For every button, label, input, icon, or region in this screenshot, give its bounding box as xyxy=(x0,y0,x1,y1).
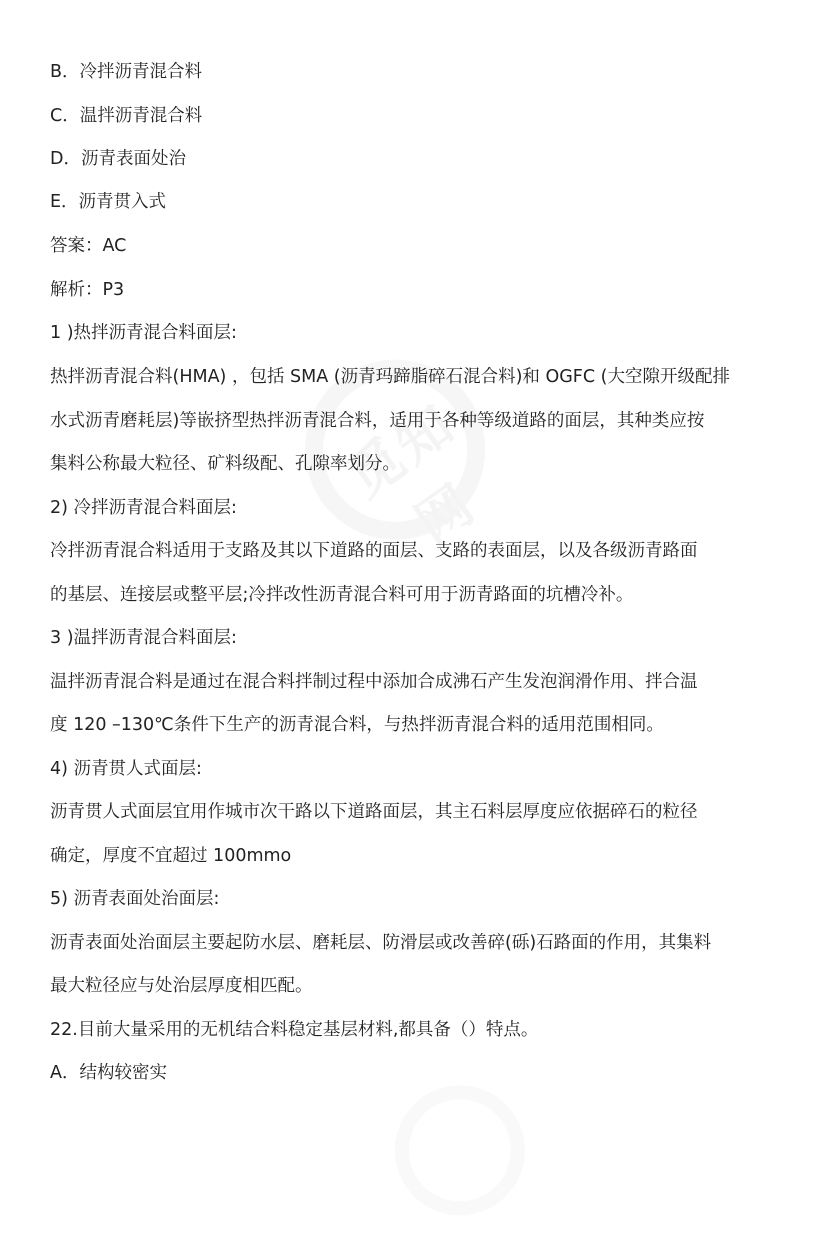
paragraph-5-line-2: 最大粒径应与处治层厚度相匹配。 xyxy=(50,976,313,996)
option-d: D．沥青表面处治 xyxy=(50,149,186,169)
watermark-logo-partial xyxy=(361,1060,539,1230)
section-heading-5: 5) 沥青表面处治面层: xyxy=(50,889,220,909)
paragraph-4-line-2: 确定，厚度不宜超过 100mmo xyxy=(50,846,292,866)
section-heading-4: 4) 沥青贯人式面层: xyxy=(50,759,202,779)
section-heading-1: 1 )热拌沥青混合料面层: xyxy=(50,323,237,343)
question-22: 22.目前大量采用的无机结合料稳定基层材料,都具备（）特点。 xyxy=(50,1020,539,1040)
watermark-ring xyxy=(270,324,521,575)
option-c: C．温拌沥青混合料 xyxy=(50,106,203,126)
paragraph-2-line-1: 冷拌沥青混合料适用于支路及其以下道路的面层、支路的表面层，以及各级沥青路面 xyxy=(50,541,698,561)
section-heading-3: 3 )温拌沥青混合料面层: xyxy=(50,628,237,648)
analysis-line: 解析：P3 xyxy=(50,280,125,300)
paragraph-3-line-2: 度 120 –130℃条件下生产的沥青混合料，与热拌沥青混合料的适用范围相同。 xyxy=(50,715,664,735)
option-b: B．冷拌沥青混合料 xyxy=(50,62,203,82)
paragraph-4-line-1: 沥青贯人式面层宜用作城市次干路以下道路面层，其主石料层厚度应依据碎石的粒径 xyxy=(50,802,698,822)
paragraph-1-line-1: 热拌沥青混合料(HMA) ，包括 SMA (沥青玛蹄脂碎石混合料)和 OGFC (大空隙开级配排 xyxy=(50,367,730,387)
paragraph-1-line-3: 集料公称最大粒径、矿料级配、孔隙率划分。 xyxy=(50,454,400,474)
option-e: E．沥青贯入式 xyxy=(50,192,167,212)
section-heading-2: 2) 冷拌沥青混合料面层: xyxy=(50,498,237,518)
paragraph-3-line-1: 温拌沥青混合料是通过在混合料拌制过程中添加合成沸石产生发泡润滑作用、拌合温 xyxy=(50,672,698,692)
paragraph-1-line-2: 水式沥青磨耗层)等嵌挤型热拌沥青混合料，适用于各种等级道路的面层，其种类应按 xyxy=(50,411,705,431)
question-22-option-a: A．结构较密实 xyxy=(50,1063,167,1083)
answer-line: 答案：AC xyxy=(50,236,127,256)
paragraph-2-line-2: 的基层、连接层或整平层;冷拌改性沥青混合料可用于沥青路面的坑槽冷补。 xyxy=(50,585,634,605)
watermark-ring-partial xyxy=(369,1060,550,1241)
paragraph-5-line-1: 沥青表面处治面层主要起防水层、磨耗层、防滑层或改善碎(砾)石路面的作用，其集料 xyxy=(50,933,712,953)
watermark-text: 觅知网 xyxy=(336,391,488,557)
